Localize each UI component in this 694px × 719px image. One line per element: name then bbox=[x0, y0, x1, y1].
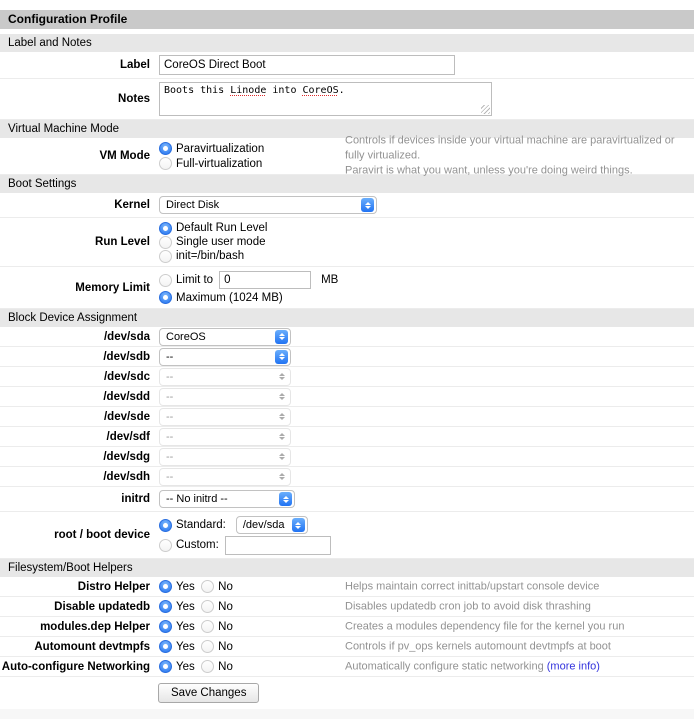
footer-strip bbox=[0, 709, 694, 719]
select-stepper-icon bbox=[275, 370, 288, 384]
automount-devtmpfs-label: Automount devtmpfs bbox=[34, 640, 150, 653]
no-label: No bbox=[218, 640, 233, 653]
dev-sdb-label: /dev/sdb bbox=[103, 350, 150, 363]
modules-dep-yes-radio[interactable] bbox=[159, 620, 172, 633]
notes-misspelled-word: CoreOS bbox=[302, 85, 339, 96]
kernel-select[interactable]: Direct Disk bbox=[159, 196, 377, 214]
dev-sdh-select: -- bbox=[159, 468, 291, 486]
automount-devtmpfs-help: Controls if pv_ops kernels automount devtmpfs at boot bbox=[345, 640, 611, 653]
dev-sdg-label: /dev/sdg bbox=[103, 450, 150, 463]
disable-updatedb-row bbox=[0, 597, 694, 617]
dev-sdb-select[interactable]: -- bbox=[159, 348, 291, 366]
dev-sdc-row bbox=[0, 367, 694, 387]
full-virtualization-radio[interactable] bbox=[159, 157, 172, 170]
select-stepper-icon bbox=[292, 518, 305, 532]
modules-dep-helper-help: Creates a modules dependency file for the kernel you run bbox=[345, 620, 625, 633]
run-level-label: Run Level bbox=[95, 236, 150, 248]
single-user-mode-label: Single user mode bbox=[176, 236, 266, 248]
auto-configure-networking-no-radio[interactable] bbox=[201, 660, 214, 673]
automount-devtmpfs-row bbox=[0, 637, 694, 657]
dev-sdc-label: /dev/sdc bbox=[103, 370, 150, 383]
distro-helper-row bbox=[0, 577, 694, 597]
root-boot-device-label: root / boot device bbox=[54, 529, 150, 541]
notes-row bbox=[0, 79, 694, 120]
dev-sdd-select: -- bbox=[159, 388, 291, 406]
no-label: No bbox=[218, 600, 233, 613]
standard-root-label: Standard: bbox=[176, 519, 226, 531]
section-label-and-notes: Label and Notes bbox=[0, 34, 694, 52]
yes-label: Yes bbox=[176, 580, 195, 593]
select-stepper-icon bbox=[275, 410, 288, 424]
dev-sde-select: -- bbox=[159, 408, 291, 426]
memory-limit-row bbox=[0, 267, 694, 309]
no-label: No bbox=[218, 660, 233, 673]
initrd-label: initrd bbox=[121, 493, 150, 505]
custom-root-label: Custom: bbox=[176, 539, 219, 551]
dev-sdf-select: -- bbox=[159, 428, 291, 446]
select-stepper-icon bbox=[361, 198, 374, 212]
distro-helper-yes-radio[interactable] bbox=[159, 580, 172, 593]
limit-to-label: Limit to bbox=[176, 274, 214, 286]
notes-textarea[interactable] bbox=[159, 82, 492, 116]
more-info-link[interactable]: (more info) bbox=[546, 660, 600, 673]
vm-mode-row bbox=[0, 134, 694, 177]
auto-configure-networking-yes-radio[interactable] bbox=[159, 660, 172, 673]
memory-unit-label: MB bbox=[321, 274, 339, 286]
disable-updatedb-help: Disables updatedb cron job to avoid disk thrashing bbox=[345, 600, 591, 613]
modules-dep-helper-label: modules.dep Helper bbox=[40, 620, 150, 633]
select-stepper-icon bbox=[275, 330, 288, 344]
disable-updatedb-no-radio[interactable] bbox=[201, 600, 214, 613]
custom-root-radio[interactable] bbox=[159, 539, 172, 552]
dev-sdh-label: /dev/sdh bbox=[103, 470, 150, 483]
disable-updatedb-yes-radio[interactable] bbox=[159, 600, 172, 613]
kernel-row bbox=[0, 193, 694, 218]
disable-updatedb-label: Disable updatedb bbox=[54, 600, 150, 613]
default-run-level-radio[interactable] bbox=[159, 222, 172, 235]
auto-configure-networking-label: Auto-configure Networking bbox=[1, 660, 150, 673]
automount-devtmpfs-yes-radio[interactable] bbox=[159, 640, 172, 653]
distro-helper-label: Distro Helper bbox=[77, 580, 150, 593]
kernel-label: Kernel bbox=[114, 199, 150, 211]
dev-sdh-row bbox=[0, 467, 694, 487]
configuration-profile-page bbox=[0, 10, 694, 719]
standard-root-radio[interactable] bbox=[159, 519, 172, 532]
dev-sdb-row bbox=[0, 347, 694, 367]
vm-mode-label: VM Mode bbox=[99, 150, 150, 162]
modules-dep-no-radio[interactable] bbox=[201, 620, 214, 633]
initrd-row bbox=[0, 487, 694, 512]
notes-text: into bbox=[266, 85, 303, 96]
notes-text: Boots this bbox=[164, 85, 231, 96]
paravirtualization-label: Paravirtualization bbox=[176, 142, 265, 155]
dev-sdf-row bbox=[0, 427, 694, 447]
select-stepper-icon bbox=[275, 390, 288, 404]
notes-misspelled-word: Linode bbox=[230, 85, 267, 96]
modules-dep-helper-row bbox=[0, 617, 694, 637]
notes-text: . bbox=[338, 85, 345, 96]
dev-sdc-select: -- bbox=[159, 368, 291, 386]
select-stepper-icon bbox=[275, 350, 288, 364]
initrd-select[interactable]: -- No initrd -- bbox=[159, 490, 295, 508]
dev-sda-row bbox=[0, 327, 694, 347]
select-stepper-icon bbox=[275, 430, 288, 444]
dev-sdg-select: -- bbox=[159, 448, 291, 466]
init-bin-bash-label: init=/bin/bash bbox=[176, 250, 245, 262]
section-boot-settings: Boot Settings bbox=[0, 175, 694, 193]
label-input[interactable] bbox=[159, 55, 455, 75]
save-row bbox=[0, 677, 694, 705]
no-label: No bbox=[218, 620, 233, 633]
distro-helper-help: Helps maintain correct inittab/upstart console device bbox=[345, 580, 600, 593]
dev-sda-label: /dev/sda bbox=[103, 330, 150, 343]
automount-devtmpfs-no-radio[interactable] bbox=[201, 640, 214, 653]
limit-to-radio[interactable] bbox=[159, 274, 172, 287]
dev-sde-label: /dev/sde bbox=[103, 410, 150, 423]
standard-root-select[interactable]: /dev/sda bbox=[236, 516, 308, 534]
paravirtualization-radio[interactable] bbox=[159, 142, 172, 155]
default-run-level-label: Default Run Level bbox=[176, 222, 268, 234]
dev-sdg-row bbox=[0, 447, 694, 467]
section-filesystem-boot-helpers: Filesystem/Boot Helpers bbox=[0, 559, 694, 577]
maximum-memory-radio[interactable] bbox=[159, 291, 172, 304]
maximum-memory-label: Maximum (1024 MB) bbox=[176, 291, 283, 304]
select-stepper-icon bbox=[275, 470, 288, 484]
root-boot-device-row bbox=[0, 512, 694, 559]
dev-sda-select[interactable]: CoreOS bbox=[159, 328, 291, 346]
distro-helper-no-radio[interactable] bbox=[201, 580, 214, 593]
init-bin-bash-radio[interactable] bbox=[159, 250, 172, 263]
label-field-label: Label bbox=[119, 59, 150, 71]
memory-limit-input[interactable] bbox=[219, 271, 311, 289]
select-stepper-icon bbox=[275, 450, 288, 464]
auto-configure-networking-help: Automatically configure static networking (more info) bbox=[345, 660, 600, 673]
vm-mode-help: Controls if devices inside your virtual machine are paravirtualized or fully virtualized. Paravirt is what you want, unless you're doing weird things. bbox=[345, 134, 675, 177]
dev-sdd-label: /dev/sdd bbox=[103, 390, 150, 403]
memory-limit-label: Memory Limit bbox=[75, 281, 150, 294]
custom-root-input[interactable] bbox=[225, 536, 331, 555]
full-virtualization-label: Full-virtualization bbox=[176, 157, 263, 170]
label-row bbox=[0, 52, 694, 79]
no-label: No bbox=[218, 580, 233, 593]
single-user-mode-radio[interactable] bbox=[159, 236, 172, 249]
dev-sde-row bbox=[0, 407, 694, 427]
page-title: Configuration Profile bbox=[0, 10, 694, 29]
select-stepper-icon bbox=[279, 492, 292, 506]
run-level-row bbox=[0, 218, 694, 267]
dev-sdd-row bbox=[0, 387, 694, 407]
notes-field-label: Notes bbox=[118, 93, 150, 105]
yes-label: Yes bbox=[176, 640, 195, 653]
save-changes-button[interactable]: Save Changes bbox=[158, 683, 259, 703]
yes-label: Yes bbox=[176, 620, 195, 633]
section-virtual-machine-mode: Virtual Machine Mode bbox=[0, 120, 694, 138]
resize-grip-icon[interactable] bbox=[481, 105, 490, 114]
dev-sdf-label: /dev/sdf bbox=[106, 430, 150, 443]
auto-configure-networking-row bbox=[0, 657, 694, 677]
yes-label: Yes bbox=[176, 660, 195, 673]
section-block-device-assignment: Block Device Assignment bbox=[0, 309, 694, 327]
yes-label: Yes bbox=[176, 600, 195, 613]
